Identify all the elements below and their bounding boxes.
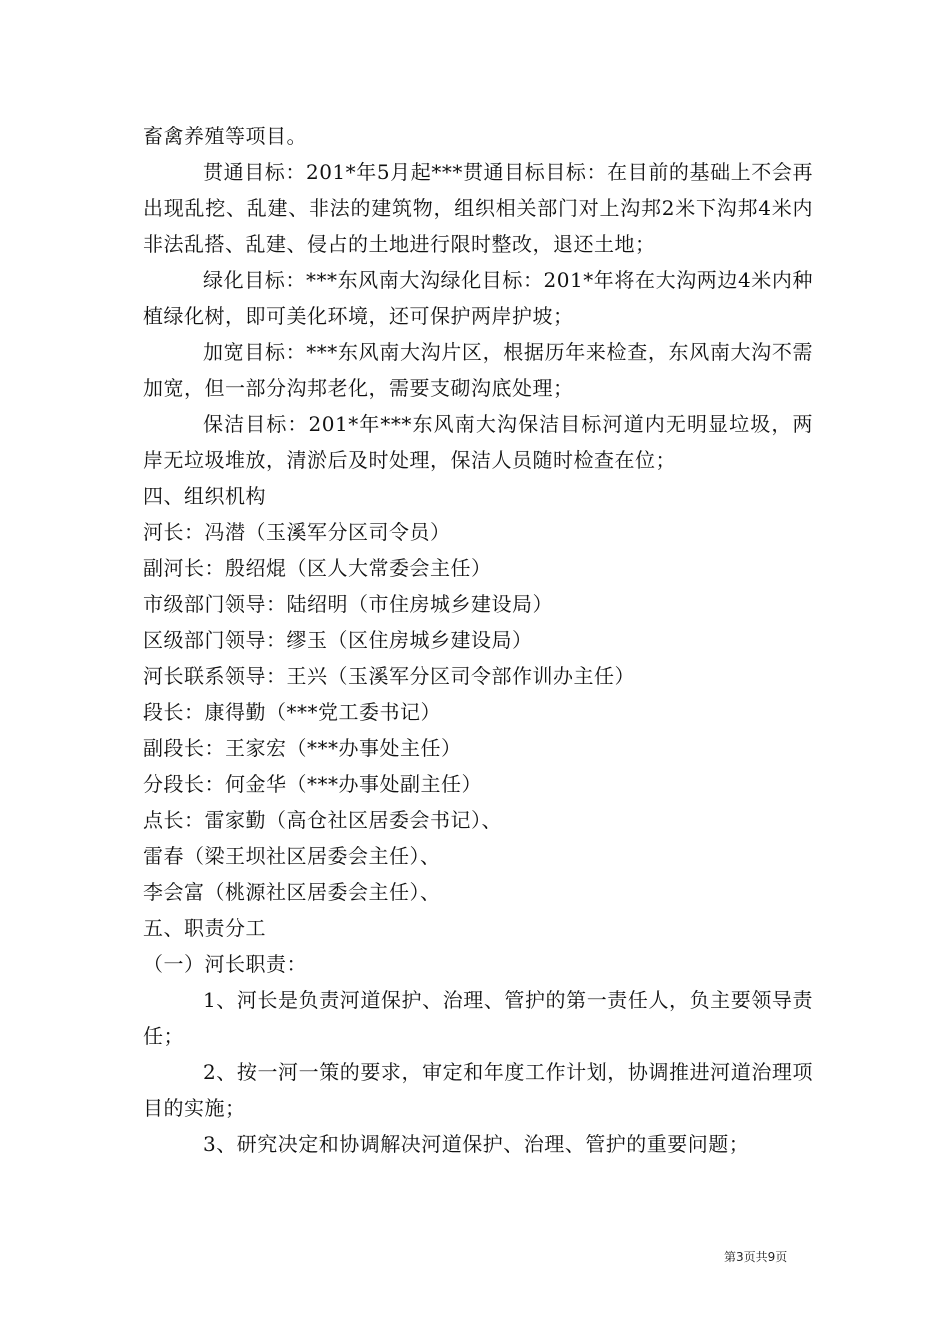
- duty-item-2: 2、按一河一策的要求，审定和年度工作计划，协调推进河道治理项目的实施；: [143, 1060, 813, 1120]
- org-city-leader: 市级部门领导：陆绍明（市住房城乡建设局）: [143, 592, 553, 616]
- section-heading-duties: 五、职责分工: [143, 916, 266, 940]
- paragraph-greening-goal: 绿化目标：***东风南大沟绿化目标：201*年将在大沟两边4米内种植绿化树，即可美化环境，还可保护两岸护坡；: [143, 268, 813, 328]
- org-point-member-2: 李会富（桃源社区居委会主任）、: [143, 880, 441, 904]
- duty-item-1: 1、河长是负责河道保护、治理、管护的第一责任人，负主要领导责任；: [143, 988, 813, 1048]
- org-point-member-1: 雷春（梁王坝社区居委会主任）、: [143, 844, 441, 868]
- org-deputy-river-chief: 副河长：殷绍焜（区人大常委会主任）: [143, 556, 492, 580]
- org-river-chief: 河长：冯潜（玉溪军分区司令员）: [143, 520, 451, 544]
- page-number-footer: 第3页共9页: [724, 1250, 788, 1264]
- org-subsection-chief: 分段长：何金华（***办事处副主任）: [143, 772, 482, 796]
- paragraph-widening-goal: 加宽目标：***东风南大沟片区，根据历年来检查，东风南大沟不需加宽，但一部分沟邦老化，需要支砌沟底处理；: [143, 340, 813, 400]
- org-section-chief: 段长：康得勤（***党工委书记）: [143, 700, 441, 724]
- org-deputy-section-chief: 副段长：王家宏（***办事处主任）: [143, 736, 462, 760]
- paragraph-cleaning-goal: 保洁目标：201*年***东风南大沟保洁目标河道内无明显垃圾，两岸无垃圾堆放，清淤后及时处理，保洁人员随时检查在位；: [143, 412, 813, 472]
- section-heading-organization: 四、组织机构: [143, 484, 266, 508]
- paragraph-continuation: 畜禽养殖等项目。: [143, 124, 307, 148]
- duty-item-3: 3、研究决定和协调解决河道保护、治理、管护的重要问题；: [203, 1132, 750, 1156]
- org-liaison-leader: 河长联系领导：王兴（玉溪军分区司令部作训办主任）: [143, 664, 635, 688]
- org-district-leader: 区级部门领导：缪玉（区住房城乡建设局）: [143, 628, 533, 652]
- org-point-chief: 点长：雷家勤（高仓社区居委会书记）、: [143, 808, 502, 832]
- subsection-river-chief-duties: （一）河长职责：: [143, 952, 307, 976]
- document-body: [143, 118, 813, 1162]
- paragraph-connect-goal: 贯通目标：201*年5月起***贯通目标目标：在目前的基础上不会再出现乱挖、乱建、非法的建筑物，组织相关部门对上沟邦2米下沟邦4米内非法乱搭、乱建、侵占的土地进行限时整改，退还土地；: [143, 160, 813, 256]
